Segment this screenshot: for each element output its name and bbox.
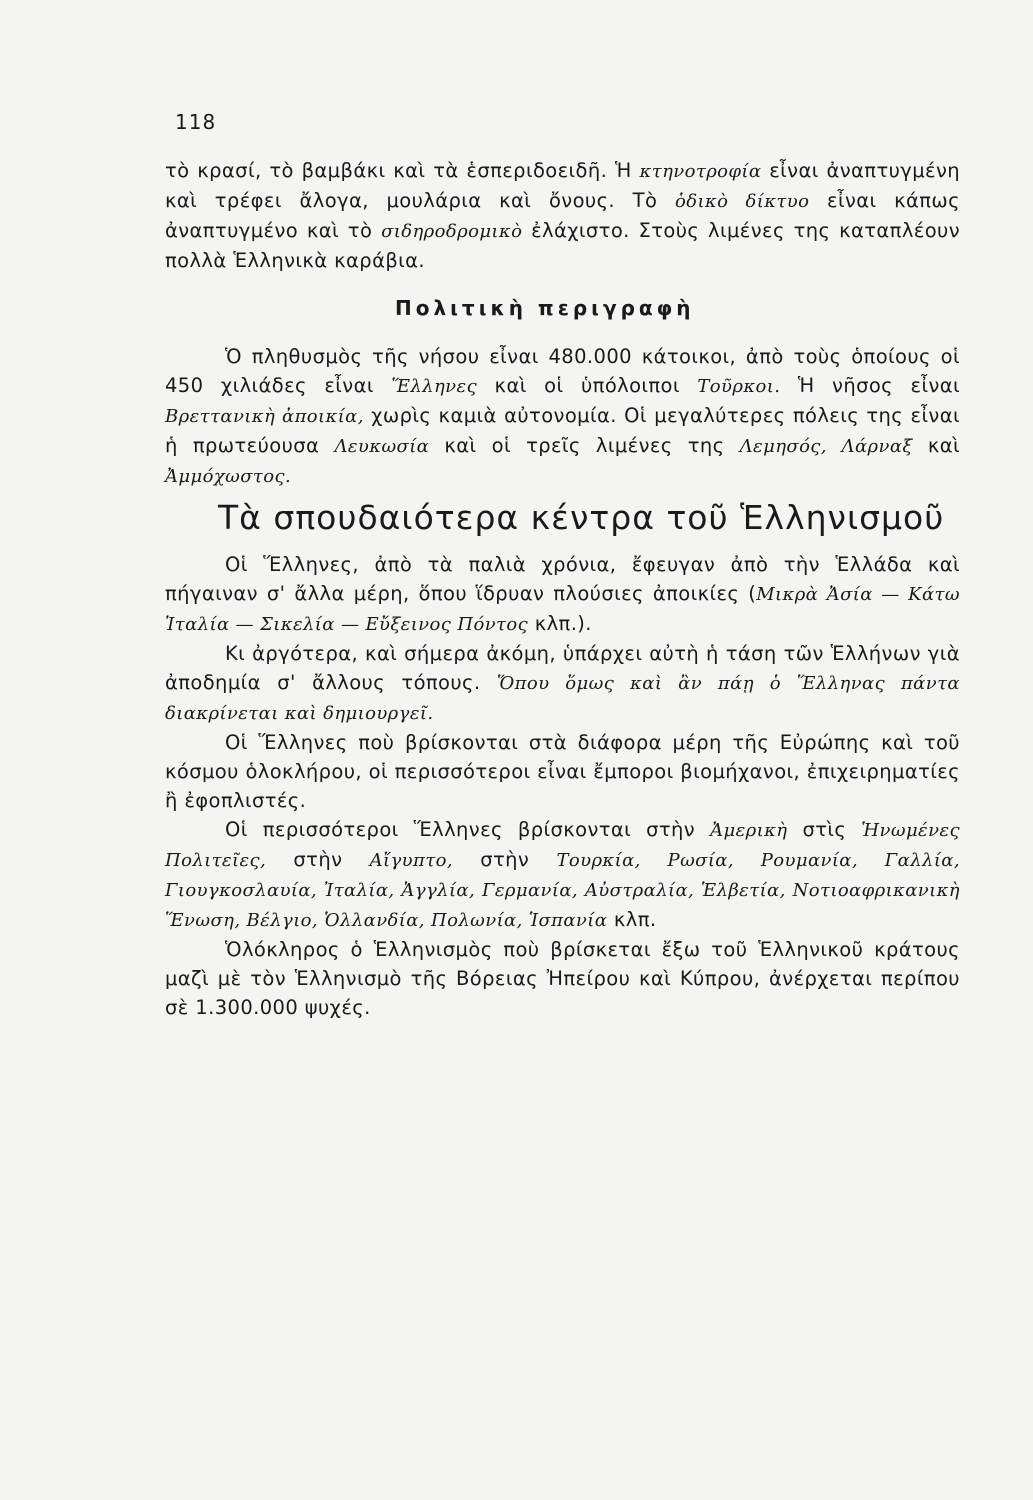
intro-text-block <box>165 156 960 275</box>
centers-paragraph-3: Οἱ Ἕλληνες ποὺ βρίσκονται στὰ διάφορα μέρη τῆς Εὐρώπης καὶ τοῦ κόσμου ὁλοκλήρου, οἱ περισσότεροι εἶναι ἔμποροι βιομήχανοι, ἐπιχειρηματίες ἢ ἐφοπλιστές. <box>165 731 960 812</box>
centers-paragraph-1: Οἱ Ἕλληνες, ἀπὸ τὰ παλιὰ χρόνια, ἔφευγαν ἀπὸ τὴν Ἑλλάδα καὶ πήγαιναν σ' ἄλλα μέρη, ὅπου ἵδρυαν πλούσιες ἀποικίες (Μικρὰ Ἀσία — Κάτω Ἰταλία — Σικελία — Εὔξεινος Πόντος κλπ.). <box>165 553 960 635</box>
political-text-block <box>165 342 960 491</box>
centers-paragraph-4: Οἱ περισσότεροι Ἕλληνες βρίσκονται στὴν Ἀμερικὴ στὶς Ἡνωμένες Πολιτεῖες, στὴν Αἴγυπτο, στὴν Τουρκία, Ρωσία, Ρουμανία, Γαλλία, Γιουγκοσλαυία, Ἰταλία, Ἀγγλία, Γερμανία, Αὐστραλία, Ἑλβετία, Νοτιοαφρικανικὴ Ἕνωση, Βέλγιο, Ὁλλανδία, Πολωνία, Ἱσπανία κλπ. <box>165 818 960 931</box>
political-paragraph: Ὁ πληθυσμὸς τῆς νήσου εἶναι 480.000 κάτοικοι, ἀπὸ τοὺς ὁποίους οἱ 450 χιλιάδες εἶναι Ἕλληνες καὶ οἱ ὑπόλοιποι Τοῦρκοι. Ἡ νῆσος εἶναι Βρεττανικὴ ἀποικία, χωρὶς καμιὰ αὐτονομία. Οἱ μεγαλύτερες πόλεις της εἶναι ἡ πρωτεύουσα Λευκωσία καὶ οἱ τρεῖς λιμένες της Λεμησός, Λάρναξ καὶ Ἀμμόχωστος. <box>165 345 960 487</box>
centers-paragraph-5: Ὁλόκληρος ὁ Ἑλληνισμὸς ποὺ βρίσκεται ἔξω τοῦ Ἑλληνικοῦ κράτους μαζὶ μὲ τὸν Ἑλληνισμὸ τῆς Βόρειας Ἠπείρου καὶ Κύπρου, ἀνέρχεται περίπου σὲ 1.300.000 ψυχές. <box>165 938 960 1019</box>
political-heading: Πολιτικὴ περιγραφὴ <box>395 296 695 320</box>
centers-paragraph-2: Κι ἀργότερα, καὶ σήμερα ἀκόμη, ὑπάρχει αὐτὴ ἡ τάση τῶν Ἑλλήνων γιὰ ἀποδημία σ' ἄλλους τόπους. Ὅπου ὅμως καὶ ἂν πάῃ ὁ Ἕλληνας πάντα διακρίνεται καὶ δημιουργεῖ. <box>165 642 960 724</box>
intro-paragraph: τὸ κρασί, τὸ βαμβάκι καὶ τὰ ἑσπεριδοειδῆ. Ἡ κτηνοτροφία εἶναι ἀναπτυγμένη καὶ τρέφει ἄλογα, μουλάρια καὶ ὄνους. Τὸ ὁδικὸ δίκτυο εἶναι κάπως ἀναπτυγμένο καὶ τὸ σιδηροδρομικὸ ἐλάχιστο. Στοὺς λιμένες της καταπλέουν πολλὰ Ἑλληνικὰ καράβια. <box>165 159 961 272</box>
centers-heading: Τὰ σπουδαιότερα κέντρα τοῦ Ἑλληνισμοῦ <box>218 498 945 537</box>
page-number: 118 <box>175 110 217 134</box>
centers-text-block <box>165 550 960 1022</box>
